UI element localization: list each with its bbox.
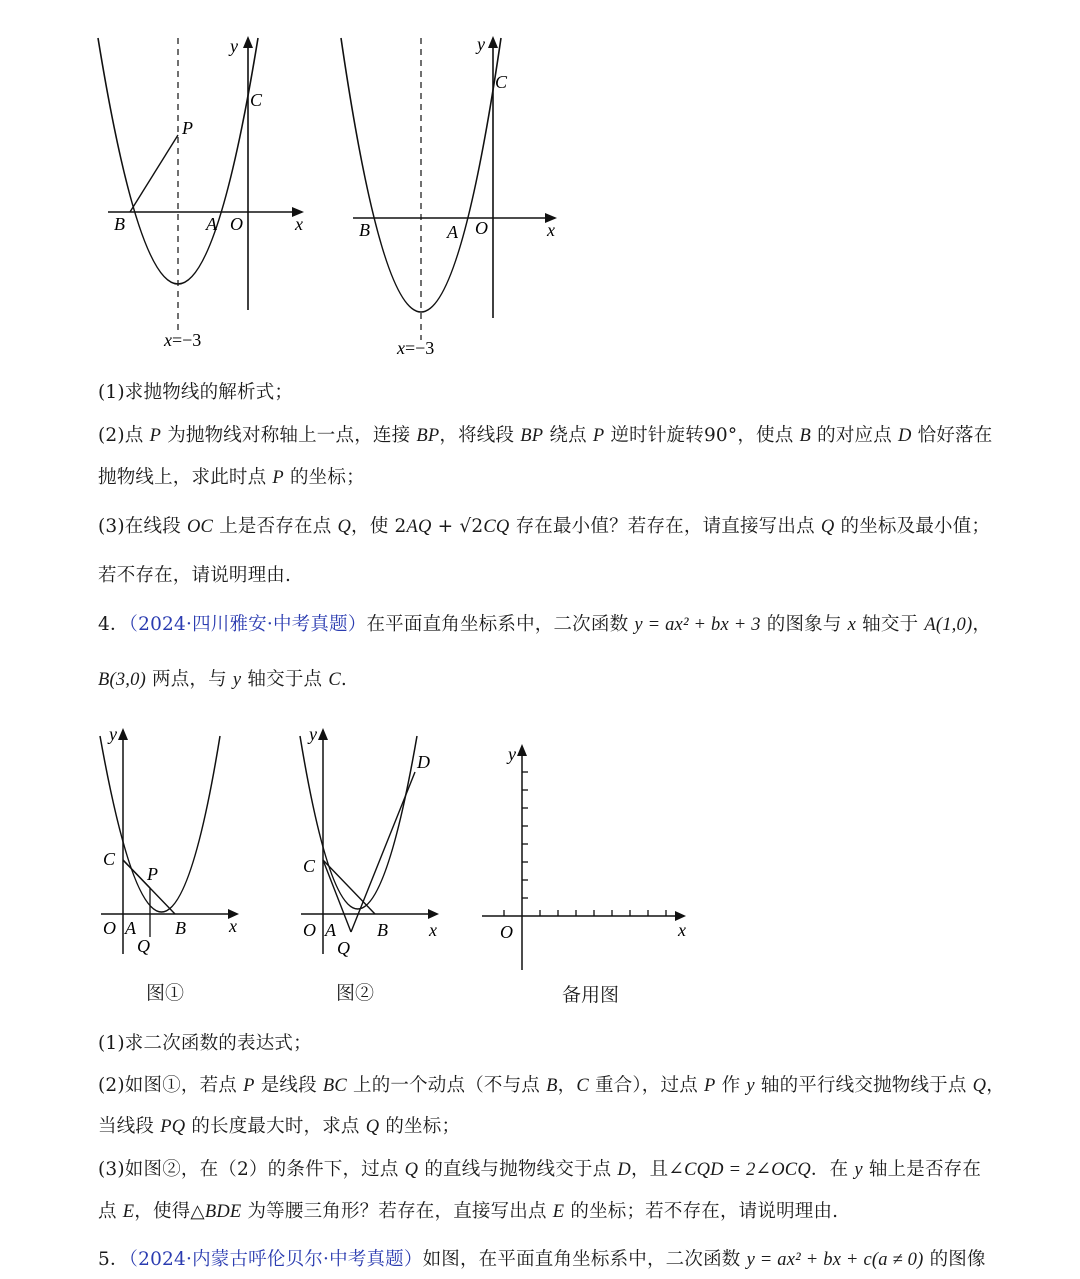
q4-part2-line2: 当线段 PQ 的长度最大时，求点 Q 的坐标； xyxy=(98,1116,461,1137)
svg-text:x: x xyxy=(678,920,686,940)
q4-part3: (3)如图②，在（2）的条件下，过点 Q 的直线与抛物线交于点 D，且∠CQD = 2∠OCQ．在 y 轴上是否存在 xyxy=(98,1159,982,1180)
q3-part2: (2)点 P 为抛物线对称轴上一点，连接 BP，将线段 BP 绕点 P 逆时针旋转90°，使点 B 的对应点 D 恰好落在 xyxy=(98,425,993,446)
caption-fig1: 图① xyxy=(146,982,185,1004)
svg-text:O: O xyxy=(303,920,316,940)
figure-q4-2 xyxy=(295,722,455,962)
caption-backup: 备用图 xyxy=(562,984,620,1006)
svg-text:y: y xyxy=(109,724,117,744)
q3-part3: (3)在线段 OC 上是否存在点 Q，使 2AQ + √2CQ 存在最小值？若存在，请直接写出点 Q 的坐标及最小值； xyxy=(98,516,991,537)
figure-top-1 xyxy=(90,30,320,360)
svg-text:Q: Q xyxy=(337,938,350,958)
q4-stem: 4．（2024·四川雅安·中考真题）在平面直角坐标系中，二次函数 y = ax² + bx + 3 的图象与 x 轴交于 A(1,0)， xyxy=(98,614,992,635)
svg-text:B: B xyxy=(377,920,388,940)
svg-text:x=−3: x=−3 xyxy=(164,330,202,350)
figure-q4-1 xyxy=(95,722,255,962)
svg-text:O: O xyxy=(500,922,513,942)
svg-text:C: C xyxy=(103,849,116,869)
svg-text:B: B xyxy=(359,220,370,240)
svg-text:x: x xyxy=(295,214,303,234)
svg-text:Q: Q xyxy=(137,936,150,956)
q3-part1: (1)求抛物线的解析式； xyxy=(98,382,294,403)
svg-text:C: C xyxy=(303,856,316,876)
figure-q4-backup xyxy=(478,738,698,974)
svg-text:C: C xyxy=(495,72,508,92)
svg-text:B: B xyxy=(114,214,125,234)
svg-text:A: A xyxy=(325,920,336,940)
svg-text:x: x xyxy=(547,220,555,240)
svg-text:O: O xyxy=(230,214,243,234)
q4-stem-line2: B(3,0) 两点，与 y 轴交于点 C. xyxy=(98,669,347,690)
q5-source: （2024·内蒙古呼伦贝尔·中考真题） xyxy=(128,1249,423,1270)
q4-part3-line2: 点 E，使得△BDE 为等腰三角形？若存在，直接写出点 E 的坐标；若不存在，请说明理由. xyxy=(98,1201,839,1222)
svg-text:A: A xyxy=(125,918,136,938)
caption-fig2: 图② xyxy=(336,982,375,1004)
q3-part3-line2: 若不存在，请说明理由. xyxy=(98,565,292,586)
svg-text:C: C xyxy=(250,90,263,110)
q5-stem: 5．（2024·内蒙古呼伦贝尔·中考真题）如图，在平面直角坐标系中，二次函数 y = ax² + bx + c(a ≠ 0) 的图像 xyxy=(98,1249,986,1270)
svg-text:B: B xyxy=(175,918,186,938)
svg-text:O: O xyxy=(475,218,488,238)
svg-text:P: P xyxy=(182,118,193,138)
figure-top-2 xyxy=(335,30,575,370)
svg-text:x: x xyxy=(229,916,237,936)
q4-source: （2024·四川雅安·中考真题） xyxy=(128,614,367,635)
q4-part2: (2)如图①，若点 P 是线段 BC 上的一个动点（不与点 B，C 重合），过点 P 作 y 轴的平行线交抛物线于点 Q， xyxy=(98,1075,1005,1096)
svg-text:x=−3: x=−3 xyxy=(397,338,435,358)
svg-text:P: P xyxy=(147,864,158,884)
svg-text:y: y xyxy=(508,744,516,764)
svg-text:x: x xyxy=(429,920,437,940)
q3-part2-line2: 抛物线上，求此时点 P 的坐标； xyxy=(98,467,365,488)
svg-text:y: y xyxy=(477,34,485,54)
q4-part1: (1)求二次函数的表达式； xyxy=(98,1033,312,1054)
svg-text:D: D xyxy=(417,752,430,772)
svg-text:A: A xyxy=(447,222,458,242)
svg-text:O: O xyxy=(103,918,116,938)
fig-label-y: y xyxy=(230,36,238,56)
svg-text:y: y xyxy=(309,724,317,744)
svg-text:A: A xyxy=(206,214,217,234)
